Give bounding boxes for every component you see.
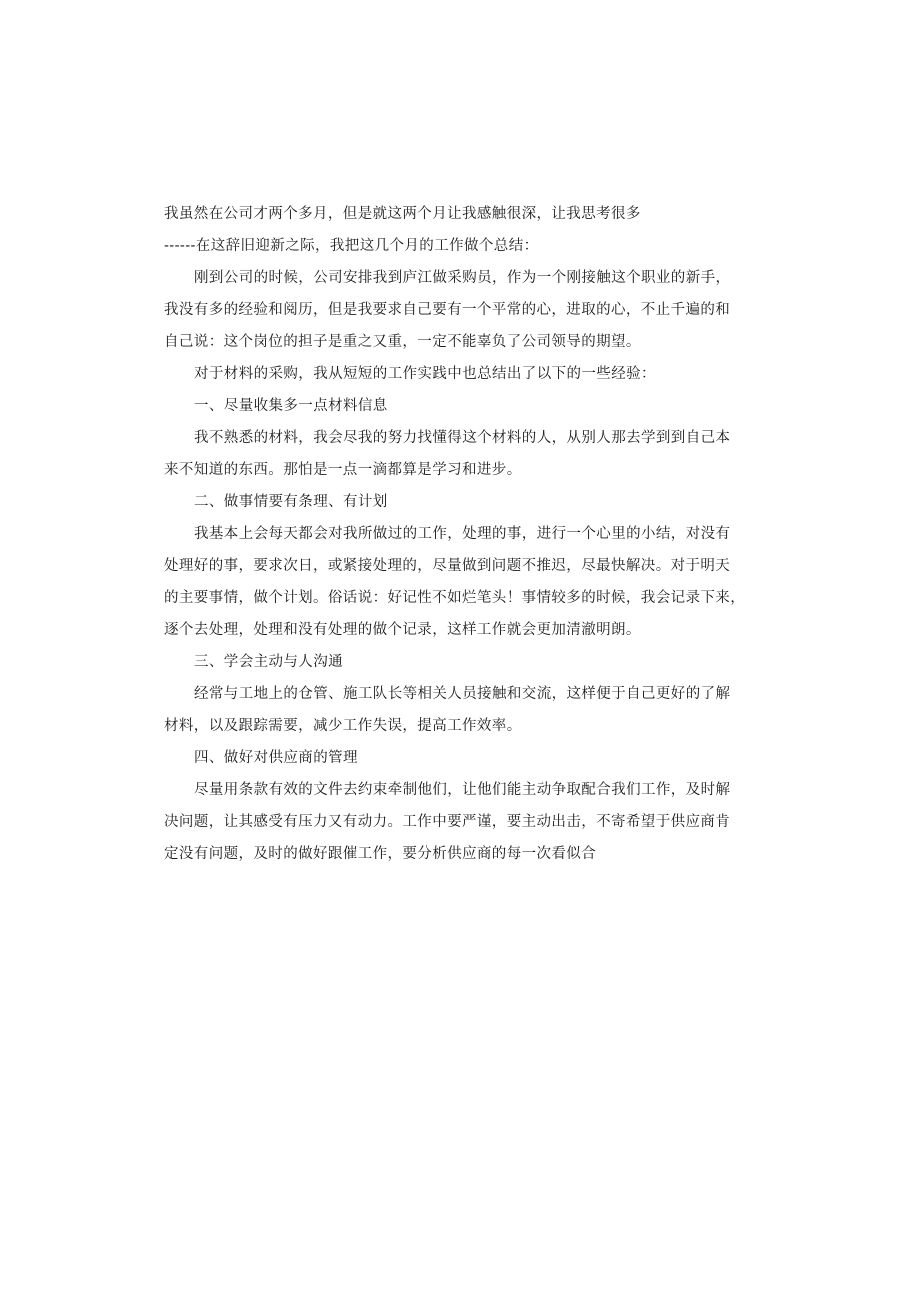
text-line-14: 逐个去处理，处理和没有处理的做个记录，这样工作就会更加清澈明朗。 xyxy=(164,622,641,638)
text-line-17: 材料，以及跟踪需要，减少工作失误，提高工作效率。 xyxy=(164,718,522,734)
text-line-8: 我不熟悉的材料，我会尽我的努力找懂得这个材料的人，从别人那去学到到自己本 xyxy=(194,430,731,446)
text-line-12: 处理好的事，要求次日，或紧接处理的，尽量做到问题不推迟，尽最快解决。对于明天 xyxy=(164,558,731,574)
section-heading-4: 四、做好对供应商的管理 xyxy=(194,750,358,766)
text-line-1: 我虽然在公司才两个多月，但是就这两个月让我感触很深，让我思考很多 xyxy=(164,206,641,222)
text-line-13: 的主要事情，做个计划。俗话说：好记性不如烂笔头！事情较多的时候，我会记录下来， xyxy=(164,590,746,606)
text-line-16: 经常与工地上的仓管、施工队长等相关人员接触和交流，这样便于自己更好的了解 xyxy=(194,686,731,702)
document-body xyxy=(164,198,756,870)
text-line-6: 对于材料的采购，我从短短的工作实践中也总结出了以下的一些经验： xyxy=(194,366,656,382)
text-line-3: 刚到公司的时候，公司安排我到庐江做采购员，作为一个刚接触这个职业的新手， xyxy=(194,270,731,286)
text-line-11: 我基本上会每天都会对我所做过的工作，处理的事，进行一个心里的小结，对没有 xyxy=(194,526,731,542)
text-line-4: 我没有多的经验和阅历，但是我要求自己要有一个平常的心，进取的心，不止千遍的和 xyxy=(164,302,731,318)
text-line-21: 定没有问题，及时的做好跟催工作，要分析供应商的每一次看似合 xyxy=(164,846,597,862)
text-line-19: 尽量用条款有效的文件去约束牵制他们，让他们能主动争取配合我们工作，及时解 xyxy=(194,782,731,798)
text-line-9: 来不知道的东西。那怕是一点一滴都算是学习和进步。 xyxy=(164,462,522,478)
text-line-5: 自己说：这个岗位的担子是重之又重，一定不能辜负了公司领导的期望。 xyxy=(164,334,641,350)
section-heading-3: 三、学会主动与人沟通 xyxy=(194,654,343,670)
text-line-2: ------在这辞旧迎新之际，我把这几个月的工作做个总结： xyxy=(164,238,539,254)
section-heading-1: 一、尽量收集多一点材料信息 xyxy=(194,398,388,414)
text-line-20: 决问题，让其感受有压力又有动力。工作中要严谨，要主动出击，不寄希望于供应商肯 xyxy=(164,814,731,830)
section-heading-2: 二、做事情要有条理、有计划 xyxy=(194,494,388,510)
